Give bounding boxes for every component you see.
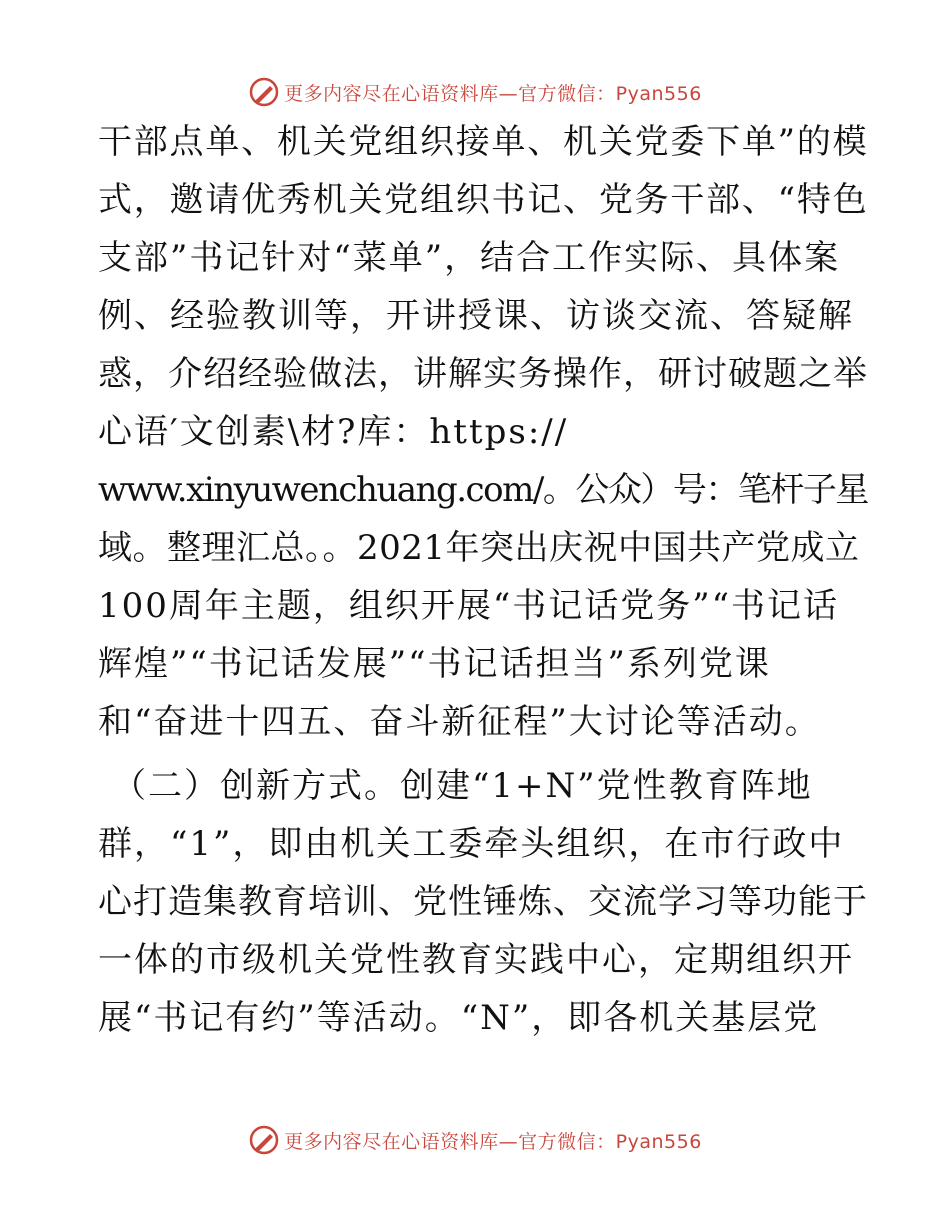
text-line: 干部点单、机关党组织接单、机关党委下单”的模 — [98, 122, 869, 162]
text-line: 心打造集教育培训、党性锤炼、交流学习等功能于 — [98, 882, 868, 922]
text-line: 例、经验教训等，开讲授课、访谈交流、答疑解 — [98, 296, 854, 336]
text-line: 心语′文创素\材?库：https:// — [98, 412, 569, 452]
text-line: 支部”书记针对“菜单”，结合工作实际、具体案 — [98, 238, 841, 278]
header-watermark-banner — [0, 72, 950, 112]
text-line: 辉煌”“书记话发展”“书记话担当”系列党课 — [98, 644, 771, 684]
footer-watermark-banner — [0, 1120, 950, 1160]
text-line: 和“奋进十四五、奋斗新征程”大讨论等活动。 — [98, 702, 821, 742]
text-line: 式，邀请优秀机关党组织书记、党务干部、“特色 — [98, 180, 869, 220]
text-line: 展“书记有约”等活动。“N”，即各机关基层党 — [98, 998, 820, 1038]
watermark-text: 更多内容尽在心语资料库—官方微信：Pyan556 — [284, 1130, 702, 1153]
text-line: 惑，介绍经验做法，讲解实务操作，研讨破题之举 — [98, 354, 868, 394]
pen-writing-logo-icon — [248, 1124, 280, 1156]
text-line: 域。整理汇总。。2021年突出庆祝中国共产党成立 — [98, 528, 860, 568]
pen-writing-logo-icon — [248, 76, 280, 108]
text-line: 100周年主题，组织开展“书记话党务”“书记话 — [98, 586, 840, 626]
text-line-url: www.xinyuwenchuang.com/。公众）号：笔杆子星 — [98, 470, 868, 510]
text-line: 一体的市级机关党性教育实践中心，定期组织开 — [98, 940, 854, 980]
watermark-text: 更多内容尽在心语资料库—官方微信：Pyan556 — [284, 82, 702, 105]
text-line: 群，“1”，即由机关工委牵头组织，在市行政中 — [98, 824, 845, 864]
section-heading-line: （二）创新方式。创建“1+N”党性教育阵地 — [112, 766, 813, 806]
